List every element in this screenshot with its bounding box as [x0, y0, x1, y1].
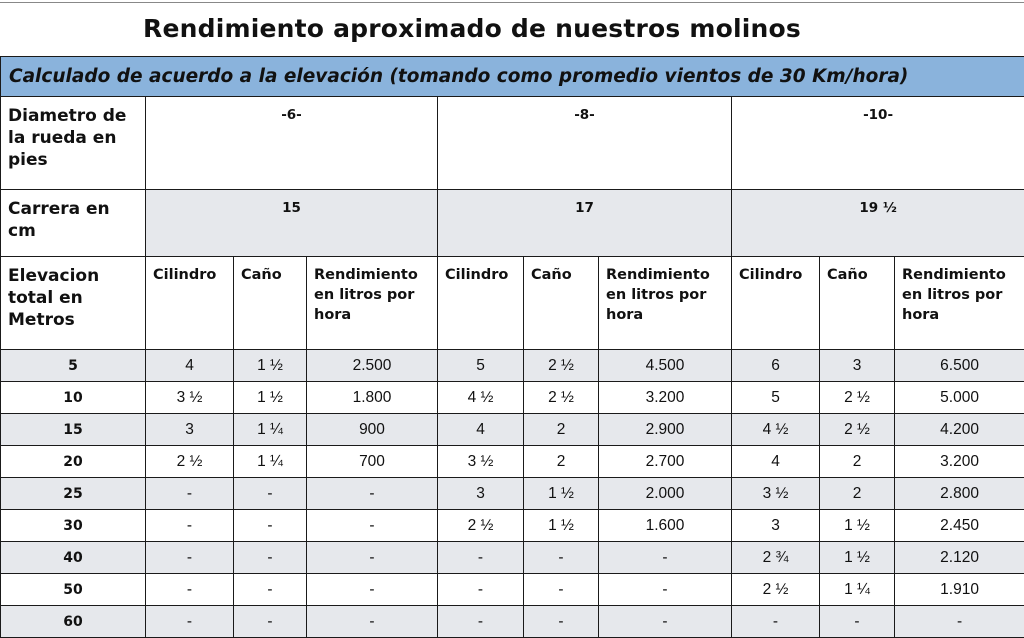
pipe-cell: 1 ¼: [820, 574, 895, 606]
pipe-cell: 1 ¼: [234, 414, 307, 446]
yield-cell: 3.200: [599, 382, 732, 414]
yield-cell: 1.800: [307, 382, 438, 414]
stroke-6-value: 15: [146, 190, 438, 257]
elevation-label: Elevacion total en Metros: [1, 257, 146, 350]
yield-cell: 4.500: [599, 350, 732, 382]
pipe-cell: 2 ½: [524, 350, 599, 382]
cylinder-cell: 4: [732, 446, 820, 478]
cylinder-cell: 6: [732, 350, 820, 382]
elevation-cell: 30: [1, 510, 146, 542]
table-row: [1, 478, 1024, 510]
yield-cell: 2.800: [895, 478, 1024, 510]
pipe-cell: 1 ½: [524, 510, 599, 542]
cylinder-header: Cilindro: [146, 257, 234, 350]
elevation-cell: 40: [1, 542, 146, 574]
table-subtitle: Calculado de acuerdo a la elevación (tomando como promedio vientos de 30 Km/hora): [1, 57, 1024, 97]
table-row: [1, 414, 1024, 446]
pipe-cell: 1 ½: [820, 510, 895, 542]
pipe-cell: 2: [524, 446, 599, 478]
diameter-8-header: -8-: [438, 97, 732, 190]
table-row: [1, 542, 1024, 574]
cylinder-cell: 3 ½: [438, 446, 524, 478]
cylinder-cell: 2 ½: [146, 446, 234, 478]
cylinder-cell: 2 ½: [438, 510, 524, 542]
yield-cell: -: [307, 478, 438, 510]
yield-header: Rendimiento en litros por hora: [599, 257, 732, 350]
yield-cell: -: [307, 606, 438, 638]
pipe-cell: -: [524, 574, 599, 606]
cylinder-cell: 4 ½: [732, 414, 820, 446]
cylinder-cell: -: [732, 606, 820, 638]
yield-cell: 2.900: [599, 414, 732, 446]
table-row: [1, 350, 1024, 382]
page-title: Rendimiento aproximado de nuestros molinos: [0, 14, 944, 43]
yield-cell: 6.500: [895, 350, 1024, 382]
yield-cell: 900: [307, 414, 438, 446]
yield-cell: -: [599, 574, 732, 606]
yield-cell: 1.600: [599, 510, 732, 542]
cylinder-cell: -: [146, 542, 234, 574]
pipe-cell: 1 ¼: [234, 446, 307, 478]
cylinder-cell: -: [146, 574, 234, 606]
yield-cell: 5.000: [895, 382, 1024, 414]
table-row: [1, 510, 1024, 542]
yield-cell: 2.000: [599, 478, 732, 510]
pipe-cell: 1 ½: [820, 542, 895, 574]
pipe-header: Caño: [234, 257, 307, 350]
pipe-cell: -: [820, 606, 895, 638]
yield-cell: 3.200: [895, 446, 1024, 478]
yield-header: Rendimiento en litros por hora: [895, 257, 1024, 350]
elevation-cell: 15: [1, 414, 146, 446]
cylinder-header: Cilindro: [438, 257, 524, 350]
cylinder-cell: -: [438, 606, 524, 638]
table-row: [1, 382, 1024, 414]
yield-table: [0, 56, 1024, 638]
wheel-diameter-label: Diametro de la rueda en pies: [1, 97, 146, 190]
pipe-cell: 1 ½: [524, 478, 599, 510]
yield-cell: 4.200: [895, 414, 1024, 446]
yield-cell: 2.700: [599, 446, 732, 478]
yield-cell: 2.120: [895, 542, 1024, 574]
cylinder-cell: -: [438, 542, 524, 574]
elevation-cell: 50: [1, 574, 146, 606]
pipe-cell: -: [234, 542, 307, 574]
yield-cell: 700: [307, 446, 438, 478]
cylinder-cell: 3 ½: [146, 382, 234, 414]
pipe-cell: 2: [524, 414, 599, 446]
top-rule: [0, 2, 1024, 3]
yield-header: Rendimiento en litros por hora: [307, 257, 438, 350]
stroke-10-value: 19 ½: [732, 190, 1024, 257]
pipe-cell: -: [234, 478, 307, 510]
pipe-cell: 3: [820, 350, 895, 382]
stroke-8-value: 17: [438, 190, 732, 257]
elevation-cell: 60: [1, 606, 146, 638]
pipe-header: Caño: [524, 257, 599, 350]
table-row: [1, 446, 1024, 478]
elevation-cell: 5: [1, 350, 146, 382]
elevation-cell: 10: [1, 382, 146, 414]
pipe-cell: -: [234, 606, 307, 638]
pipe-cell: -: [234, 510, 307, 542]
pipe-cell: 2 ½: [820, 414, 895, 446]
cylinder-cell: -: [146, 510, 234, 542]
pipe-cell: 1 ½: [234, 382, 307, 414]
cylinder-cell: 4: [146, 350, 234, 382]
pipe-cell: -: [524, 606, 599, 638]
yield-cell: -: [895, 606, 1024, 638]
diameter-10-header: -10-: [732, 97, 1024, 190]
yield-cell: -: [599, 542, 732, 574]
elevation-cell: 20: [1, 446, 146, 478]
cylinder-cell: -: [146, 478, 234, 510]
yield-cell: -: [307, 574, 438, 606]
yield-cell: 1.910: [895, 574, 1024, 606]
yield-cell: -: [307, 542, 438, 574]
yield-cell: 2.500: [307, 350, 438, 382]
table-row: [1, 574, 1024, 606]
cylinder-cell: 5: [732, 382, 820, 414]
cylinder-cell: 3: [438, 478, 524, 510]
stroke-label: Carrera en cm: [1, 190, 146, 257]
cylinder-header: Cilindro: [732, 257, 820, 350]
yield-cell: 2.450: [895, 510, 1024, 542]
pipe-cell: 2 ½: [820, 382, 895, 414]
pipe-cell: -: [524, 542, 599, 574]
pipe-header: Caño: [820, 257, 895, 350]
yield-cell: -: [599, 606, 732, 638]
diameter-6-header: -6-: [146, 97, 438, 190]
pipe-cell: 2 ½: [524, 382, 599, 414]
pipe-cell: 2: [820, 478, 895, 510]
cylinder-cell: -: [146, 606, 234, 638]
table-row: [1, 606, 1024, 638]
pipe-cell: 1 ½: [234, 350, 307, 382]
pipe-cell: 2: [820, 446, 895, 478]
cylinder-cell: 2 ¾: [732, 542, 820, 574]
elevation-cell: 25: [1, 478, 146, 510]
cylinder-cell: 4: [438, 414, 524, 446]
pipe-cell: -: [234, 574, 307, 606]
cylinder-cell: 3: [146, 414, 234, 446]
cylinder-cell: 3 ½: [732, 478, 820, 510]
cylinder-cell: 5: [438, 350, 524, 382]
yield-cell: -: [307, 510, 438, 542]
cylinder-cell: 3: [732, 510, 820, 542]
cylinder-cell: 2 ½: [732, 574, 820, 606]
cylinder-cell: -: [438, 574, 524, 606]
cylinder-cell: 4 ½: [438, 382, 524, 414]
